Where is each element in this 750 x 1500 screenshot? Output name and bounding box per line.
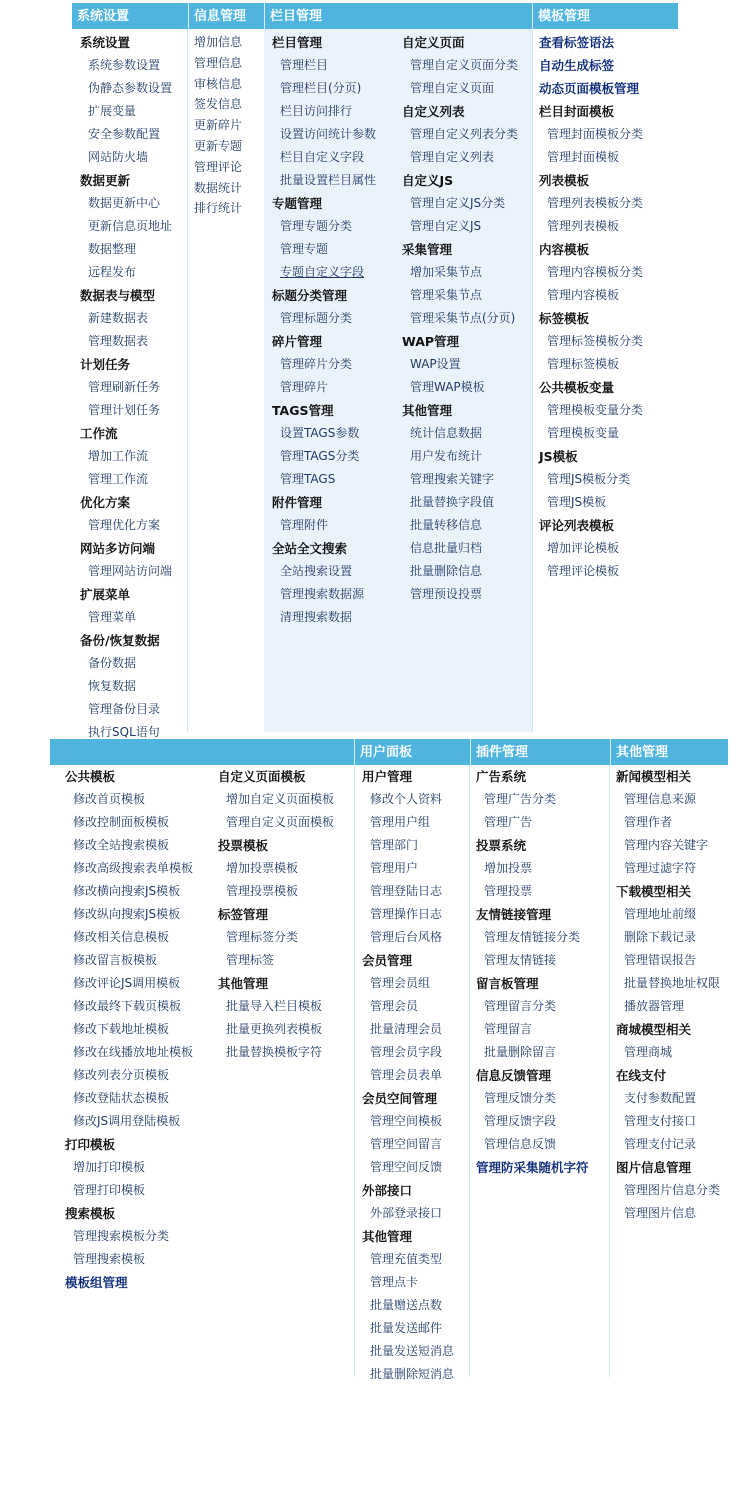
info-management-list	[194, 32, 242, 219]
menu-group-heading: 数据更新	[80, 173, 131, 188]
menu-item[interactable]: 系统参数设置	[88, 58, 161, 72]
menu-item[interactable]: 管理支付接口	[624, 1114, 697, 1128]
menu-group-heading: 标题分类管理	[272, 288, 348, 303]
menu-group-heading: 优化方案	[80, 495, 131, 510]
header-plugin-management[interactable]: 插件管理	[470, 739, 610, 765]
public-templates-list	[65, 765, 193, 1294]
menu-group-heading: 商城模型相关	[616, 1022, 692, 1037]
menu-item[interactable]: 管理会员字段	[370, 1045, 443, 1059]
menu-item[interactable]: 管理操作日志	[370, 907, 443, 921]
menu-item[interactable]: 管理友情链接分类	[484, 930, 581, 944]
menu-item[interactable]: 更新专题	[194, 138, 243, 153]
menu-item[interactable]: 管理自定义JS分类	[410, 196, 506, 210]
menu-item[interactable]: 修改纵向搜索JS模板	[73, 907, 181, 921]
menu-item[interactable]: 管理投票模板	[226, 884, 299, 898]
menu-item[interactable]: 修改控制面板模板	[73, 815, 170, 829]
menu-item[interactable]: 管理自定义页面模板	[226, 815, 335, 829]
menu-item[interactable]: 管理JS模板分类	[547, 472, 631, 486]
custom-page-templates-list	[218, 765, 334, 1064]
menu-item[interactable]: 管理地址前缀	[624, 907, 697, 921]
menu-item[interactable]: 全站搜索设置	[280, 564, 353, 578]
menu-item[interactable]: 批量转移信息	[410, 518, 483, 532]
plugin-management-list	[476, 765, 589, 1179]
menu-group-heading: 其他管理	[218, 976, 269, 991]
menu-item[interactable]: 批量设置栏目属性	[280, 173, 377, 187]
menu-item[interactable]: 修改首页模板	[73, 792, 146, 806]
menu-item[interactable]: 管理TAGS	[280, 472, 336, 486]
menu-item[interactable]: 管理碎片	[280, 380, 329, 394]
menu-item[interactable]: 签发信息	[194, 97, 243, 112]
menu-item[interactable]: 执行SQL语句	[88, 725, 160, 739]
menu-item[interactable]: 管理支付记录	[624, 1137, 697, 1151]
menu-item[interactable]: 管理模板变量分类	[547, 403, 644, 417]
menu-item[interactable]: 管理会员组	[370, 976, 431, 990]
menu-link[interactable]: 查看标签语法	[539, 35, 615, 50]
menu-group-heading: 评论列表模板	[539, 518, 615, 533]
menu-item[interactable]: 管理网站访问端	[88, 564, 173, 578]
menu-item[interactable]: 管理作者	[624, 815, 673, 829]
menu-item[interactable]: 增加自定义页面模板	[226, 792, 335, 806]
menu-item[interactable]: 增加采集节点	[410, 265, 483, 279]
menu-group-heading: 搜索模板	[65, 1206, 116, 1221]
menu-item[interactable]: 管理信息	[194, 55, 243, 70]
menu-item[interactable]: 更新信息页地址	[88, 219, 173, 233]
menu-item[interactable]: 修改评论JS调用模板	[73, 976, 181, 990]
menu-group-heading: 全站全文搜索	[272, 541, 348, 556]
menu-group-heading: 留言板管理	[476, 976, 539, 991]
other-management-column	[610, 765, 728, 1377]
menu-item[interactable]: 修改高级搜索表单模板	[73, 861, 194, 875]
menu-item[interactable]: 管理搜索模板	[73, 1252, 146, 1266]
menu-item[interactable]: 管理模板变量	[547, 426, 620, 440]
menu-item[interactable]: 管理商城	[624, 1045, 673, 1059]
menu-item[interactable]: 管理碎片分类	[280, 357, 353, 371]
menu-item[interactable]: 设置TAGS参数	[280, 426, 360, 440]
column-management-right-list	[402, 31, 518, 606]
menu-item[interactable]: 伪静态参数设置	[88, 81, 173, 95]
menu-item[interactable]: 管理专题分类	[280, 219, 353, 233]
menu-group-heading: 标签管理	[218, 907, 269, 922]
header-system-settings[interactable]: 系统设置	[72, 3, 188, 29]
menu-link[interactable]: 动态页面模板管理	[539, 81, 640, 96]
menu-item[interactable]: 管理部门	[370, 838, 419, 852]
menu-item[interactable]: 远程发布	[88, 265, 137, 279]
menu-item[interactable]: 管理打印模板	[73, 1183, 146, 1197]
column-management-column	[264, 29, 532, 732]
other-management-list	[616, 765, 720, 1225]
menu-item[interactable]: 数据更新中心	[88, 196, 161, 210]
menu-item[interactable]: 管理内容关键字	[624, 838, 709, 852]
menu-link[interactable]: 模板组管理	[65, 1275, 128, 1290]
menu-item[interactable]: 批量赠送点数	[370, 1298, 443, 1312]
menu-group-heading: 自定义页面模板	[218, 769, 306, 784]
menu-item[interactable]: 管理空间反馈	[370, 1160, 443, 1174]
menu-item[interactable]: 管理标签模板分类	[547, 334, 644, 348]
menu-item[interactable]: 管理后台风格	[370, 930, 443, 944]
menu-item[interactable]: 更新碎片	[194, 118, 243, 133]
menu-item[interactable]: 新建数据表	[88, 311, 149, 325]
menu-item[interactable]: 支付参数配置	[624, 1091, 697, 1105]
menu-item[interactable]: 管理备份目录	[88, 702, 161, 716]
menu-item[interactable]: WAP设置	[410, 357, 461, 371]
menu-item[interactable]: 管理留言	[484, 1022, 533, 1036]
menu-item[interactable]: 修改登陆状态模板	[73, 1091, 170, 1105]
menu-item[interactable]: 增加评论模板	[547, 541, 620, 555]
menu-item[interactable]: 批量删除留言	[484, 1045, 557, 1059]
menu-group-heading: 外部接口	[362, 1183, 413, 1198]
menu-item[interactable]: 管理JS模板	[547, 495, 607, 509]
menu-item[interactable]: 管理列表模板分类	[547, 196, 644, 210]
menu-item[interactable]: 管理自定义页面分类	[410, 58, 519, 72]
menu-item[interactable]: 管理搜索数据源	[280, 587, 365, 601]
menu-item[interactable]: 批量导入栏目模板	[226, 999, 323, 1013]
menu-item[interactable]: 批量替换字段值	[410, 495, 495, 509]
menu-group-heading: 扩展菜单	[80, 587, 131, 602]
menu-item[interactable]: 管理采集节点(分页)	[410, 311, 516, 325]
menu-item[interactable]: 批量删除信息	[410, 564, 483, 578]
menu-item[interactable]: 管理专题	[280, 242, 329, 256]
menu-group-heading: JS模板	[539, 449, 578, 464]
menu-item[interactable]: 管理广告分类	[484, 792, 557, 806]
template-management-list	[539, 31, 643, 583]
menu-link[interactable]: 管理防采集随机字符	[476, 1160, 589, 1175]
menu-item[interactable]: 批量发送邮件	[370, 1321, 443, 1335]
menu-item[interactable]: 管理评论	[194, 159, 243, 174]
menu-item[interactable]: 管理评论模板	[547, 564, 620, 578]
menu-item[interactable]: 删除下载记录	[624, 930, 697, 944]
menu-item[interactable]: 批量更换列表模板	[226, 1022, 323, 1036]
menu-group-heading: 网站多访问端	[80, 541, 156, 556]
menu-item[interactable]: 管理标签分类	[226, 930, 299, 944]
menu-item[interactable]: 管理搜索关键字	[410, 472, 495, 486]
menu-group-heading: 标签模板	[539, 311, 590, 326]
menu-item[interactable]: 设置访问统计参数	[280, 127, 377, 141]
menu-item[interactable]: 修改最终下载页模板	[73, 999, 182, 1013]
menu-item[interactable]: 管理信息来源	[624, 792, 697, 806]
menu-item[interactable]: 管理自定义列表	[410, 150, 495, 164]
menu-item[interactable]: 管理自定义列表分类	[410, 127, 519, 141]
public-templates-column	[50, 765, 354, 1377]
menu-group-heading: 投票模板	[218, 838, 269, 853]
menu-item[interactable]: 修改相关信息模板	[73, 930, 170, 944]
menu-item[interactable]: 栏目自定义字段	[280, 150, 365, 164]
menu-item[interactable]: 栏目访问排行	[280, 104, 353, 118]
menu-item[interactable]: 增加打印模板	[73, 1160, 146, 1174]
menu-group-heading: 在线支付	[616, 1068, 667, 1083]
menu-item[interactable]: 修改在线播放地址模板	[73, 1045, 194, 1059]
menu-group-heading: 数据表与模型	[80, 288, 156, 303]
template-management-column	[532, 29, 678, 732]
menu-group-heading: 新闻模型相关	[616, 769, 692, 784]
menu-item[interactable]: 管理搜索模板分类	[73, 1229, 170, 1243]
menu-item[interactable]: 修改个人资料	[370, 792, 443, 806]
menu-item[interactable]: 清理搜索数据	[280, 610, 353, 624]
column-management-left-list	[272, 31, 376, 629]
menu-item[interactable]: 外部登录接口	[370, 1206, 443, 1220]
menu-item[interactable]: 管理计划任务	[88, 403, 161, 417]
menu-item[interactable]: 批量替换模板字符	[226, 1045, 323, 1059]
menu-group-heading: 用户管理	[362, 769, 413, 784]
menu-item[interactable]: 数据统计	[194, 180, 243, 195]
menu-group-heading: 工作流	[80, 426, 118, 441]
menu-item[interactable]: 播放器管理	[624, 999, 685, 1013]
menu-group-heading: 其他管理	[402, 403, 453, 418]
menu-item[interactable]: 管理采集节点	[410, 288, 483, 302]
menu-item[interactable]: 用户发布统计	[410, 449, 483, 463]
menu-item[interactable]: 管理内容模板分类	[547, 265, 644, 279]
menu-item[interactable]: 管理反馈字段	[484, 1114, 557, 1128]
menu-group-heading: 广告系统	[476, 769, 527, 784]
header-template-management[interactable]: 模板管理	[532, 3, 678, 29]
user-panel-list	[362, 765, 454, 1386]
menu-item[interactable]: 管理错误报告	[624, 953, 697, 967]
header-user-panel[interactable]: 用户面板	[354, 739, 470, 765]
menu-item[interactable]: 统计信息数据	[410, 426, 483, 440]
menu-item[interactable]: 管理预设投票	[410, 587, 483, 601]
menu-group-heading: 其他管理	[362, 1229, 413, 1244]
menu-item[interactable]: 管理充值类型	[370, 1252, 443, 1266]
menu-item[interactable]: 修改全站搜索模板	[73, 838, 170, 852]
menu-group-heading: 栏目管理	[272, 35, 323, 50]
menu-item[interactable]: 管理标签	[226, 953, 275, 967]
menu-item[interactable]: 管理封面模板	[547, 150, 620, 164]
menu-item[interactable]: 管理图片信息分类	[624, 1183, 721, 1197]
menu-item[interactable]: 审核信息	[194, 76, 243, 91]
menu-item[interactable]: 增加信息	[194, 35, 243, 49]
menu-item[interactable]: 管理封面模板分类	[547, 127, 644, 141]
menu-item[interactable]: 修改横向搜索JS模板	[73, 884, 181, 898]
menu-group-heading: 会员空间管理	[362, 1091, 438, 1106]
menu-item[interactable]: 增加投票模板	[226, 861, 299, 875]
menu-item[interactable]: 管理标签模板	[547, 357, 620, 371]
menu-group-heading: 备份/恢复数据	[80, 633, 160, 648]
menu-item[interactable]: 排行统计	[194, 201, 243, 216]
menu-item[interactable]: 批量删除短消息	[370, 1367, 455, 1381]
menu-item[interactable]: 管理附件	[280, 518, 329, 532]
menu-item[interactable]: 管理刷新任务	[88, 380, 161, 394]
menu-item[interactable]: 管理菜单	[88, 610, 137, 624]
menu-group-heading: 自定义页面	[402, 35, 465, 50]
menu-group-heading: 投票系统	[476, 838, 527, 853]
menu-group-heading: 碎片管理	[272, 334, 323, 349]
menu-item[interactable]: 修改列表分页模板	[73, 1068, 170, 1082]
menu-item[interactable]: 管理会员	[370, 999, 419, 1013]
menu-group-heading: 打印模板	[65, 1137, 116, 1152]
menu-item[interactable]: 专题自定义字段	[280, 265, 365, 279]
menu-item[interactable]: 修改下载地址模板	[73, 1022, 170, 1036]
menu-item[interactable]: 数据整理	[88, 242, 137, 256]
menu-group-heading: 采集管理	[402, 242, 453, 257]
menu-group-heading: 专题管理	[272, 196, 323, 211]
system-settings-column	[72, 29, 188, 739]
menu-item[interactable]: 管理栏目	[280, 58, 329, 72]
menu-group-heading: TAGS管理	[272, 403, 334, 418]
user-panel-column	[354, 765, 470, 1381]
menu-item[interactable]: 管理广告	[484, 815, 533, 829]
menu-item[interactable]: 管理登陆日志	[370, 884, 443, 898]
menu-group-heading: 系统设置	[80, 35, 131, 50]
menu-item[interactable]: 修改JS调用登陆模板	[73, 1114, 181, 1128]
header-other-management[interactable]: 其他管理	[610, 739, 728, 765]
menu-item[interactable]: 管理用户	[370, 861, 419, 875]
menu-group-heading: 自定义JS	[402, 173, 454, 188]
menu-item[interactable]: 管理内容模板	[547, 288, 620, 302]
menu-item[interactable]: 管理列表模板	[547, 219, 620, 233]
menu-group-heading: 附件管理	[272, 495, 323, 510]
menu-item[interactable]: 管理标题分类	[280, 311, 353, 325]
menu-item[interactable]: 安全参数配置	[88, 127, 161, 141]
menu-group-heading: WAP管理	[402, 334, 460, 349]
menu-group-heading: 会员管理	[362, 953, 413, 968]
menu-group-heading: 信息反馈管理	[476, 1068, 552, 1083]
menu-item[interactable]: 管理TAGS分类	[280, 449, 360, 463]
menu-link[interactable]: 自动生成标签	[539, 58, 615, 73]
menu-item[interactable]: 管理会员表单	[370, 1068, 443, 1082]
menu-group-heading: 公共模板	[65, 769, 116, 784]
info-management-column	[188, 29, 264, 732]
menu-item[interactable]: 管理图片信息	[624, 1206, 697, 1220]
menu-item[interactable]: 管理点卡	[370, 1275, 419, 1289]
menu-item[interactable]: 批量清理会员	[370, 1022, 443, 1036]
menu-group-heading: 自定义列表	[402, 104, 465, 119]
menu-item[interactable]: 管理优化方案	[88, 518, 161, 532]
menu-group-heading: 下载模型相关	[616, 884, 692, 899]
menu-group-heading: 列表模板	[539, 173, 590, 188]
menu-group-heading: 计划任务	[80, 357, 131, 372]
header-templates-continued	[50, 739, 354, 765]
menu-group-heading: 栏目封面模板	[539, 104, 615, 119]
menu-item[interactable]: 管理空间模板	[370, 1114, 443, 1128]
menu-item[interactable]: 管理栏目(分页)	[280, 81, 362, 95]
menu-item[interactable]: 管理留言分类	[484, 999, 557, 1013]
menu-item[interactable]: 增加投票	[484, 861, 533, 875]
menu-item[interactable]: 修改留言板模板	[73, 953, 158, 967]
system-settings-list	[80, 31, 172, 744]
header-info-management[interactable]: 信息管理	[188, 3, 264, 29]
menu-item[interactable]: 管理用户组	[370, 815, 431, 829]
menu-group-heading: 友情链接管理	[476, 907, 552, 922]
menu-item[interactable]: 管理工作流	[88, 472, 149, 486]
menu-group-heading: 图片信息管理	[616, 1160, 692, 1175]
menu-item[interactable]: 管理信息反馈	[484, 1137, 557, 1151]
header-column-management[interactable]: 栏目管理	[264, 3, 532, 29]
menu-item[interactable]: 批量发送短消息	[370, 1344, 455, 1358]
menu-item[interactable]: 增加工作流	[88, 449, 149, 463]
menu-item[interactable]: 网站防火墙	[88, 150, 149, 164]
menu-item[interactable]: 管理过滤字符	[624, 861, 697, 875]
menu-item[interactable]: 管理投票	[484, 884, 533, 898]
menu-item[interactable]: 管理空间留言	[370, 1137, 443, 1151]
menu-item[interactable]: 信息批量归档	[410, 541, 483, 555]
menu-item[interactable]: 管理自定义JS	[410, 219, 482, 233]
menu-group-heading: 公共模板变量	[539, 380, 615, 395]
menu-item[interactable]: 管理数据表	[88, 334, 149, 348]
menu-item[interactable]: 管理友情链接	[484, 953, 557, 967]
menu-item[interactable]: 批量替换地址权限	[624, 976, 721, 990]
menu-item[interactable]: 备份数据	[88, 656, 137, 670]
menu-item[interactable]: 扩展变量	[88, 104, 137, 118]
menu-item[interactable]: 管理反馈分类	[484, 1091, 557, 1105]
menu-item[interactable]: 恢复数据	[88, 679, 137, 693]
plugin-management-column	[470, 765, 610, 1377]
menu-item[interactable]: 管理自定义页面	[410, 81, 495, 95]
menu-item[interactable]: 管理WAP模板	[410, 380, 485, 394]
menu-group-heading: 内容模板	[539, 242, 590, 257]
